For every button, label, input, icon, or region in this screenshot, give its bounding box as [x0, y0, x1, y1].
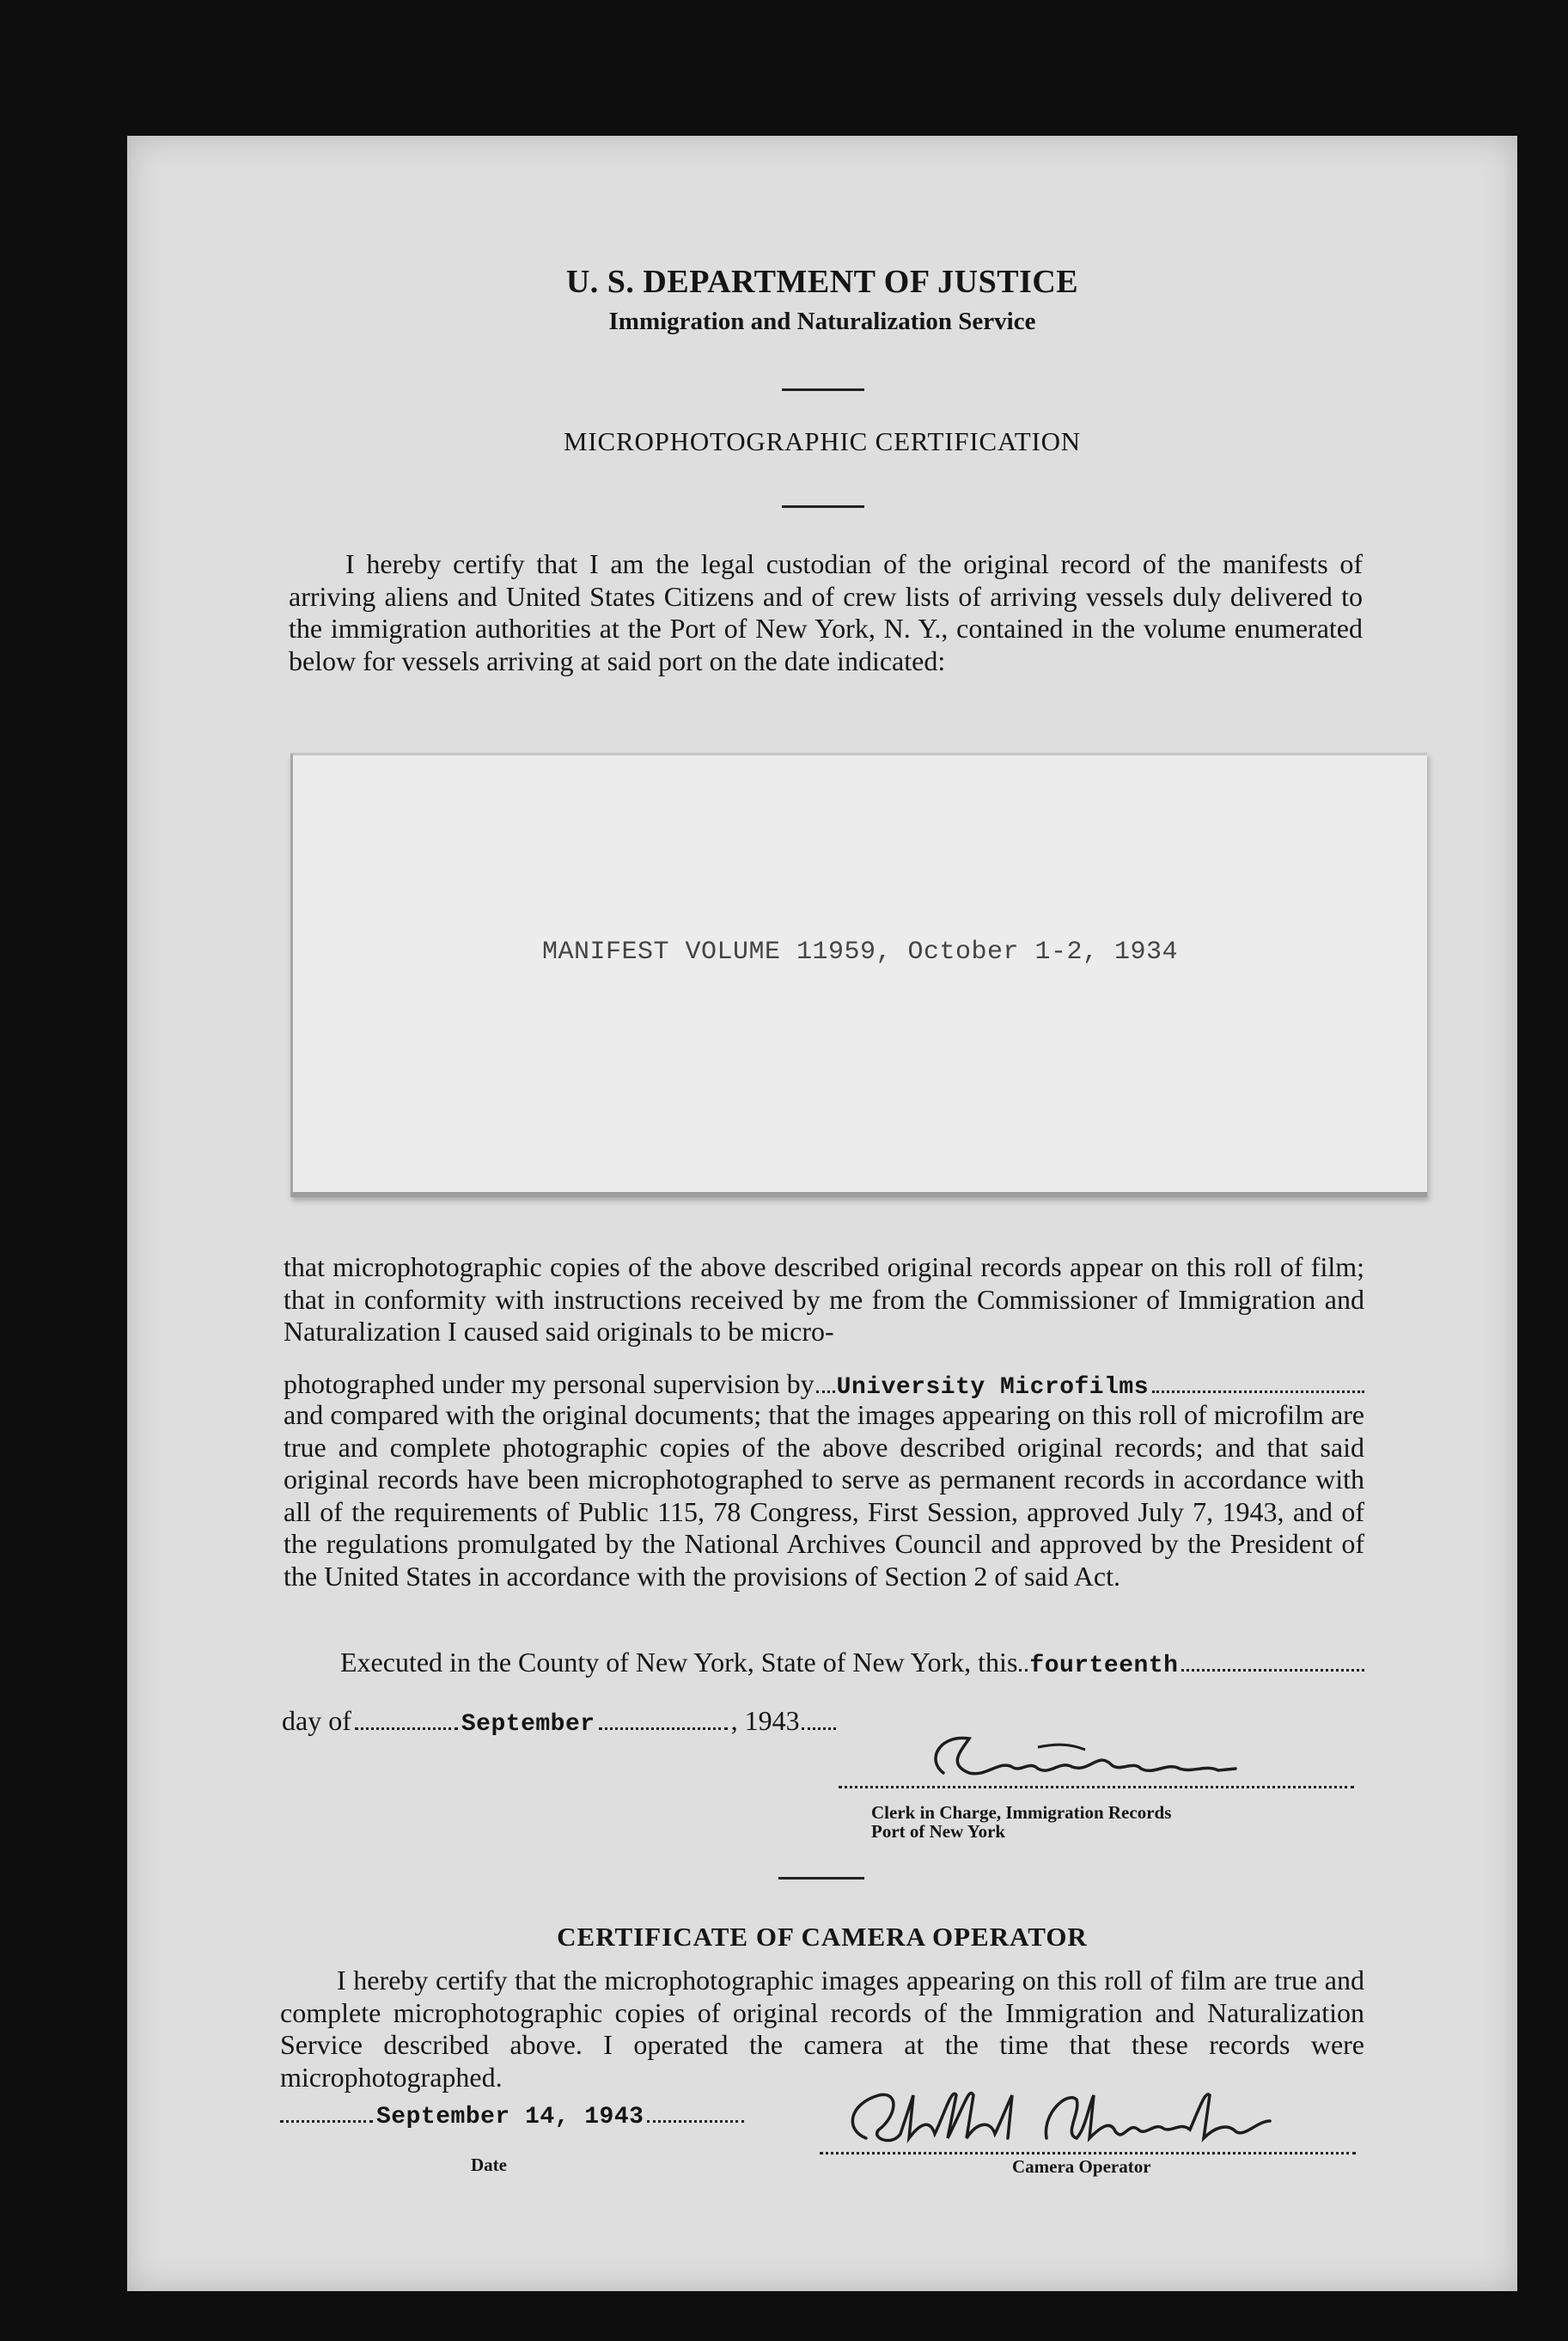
executed-month-value: September — [461, 1711, 595, 1738]
day-of-label: day of — [282, 1705, 351, 1736]
supervisor-value: University Microfilms — [836, 1374, 1150, 1401]
camera-operator-signature — [819, 2069, 1300, 2164]
clerk-caption-2: Port of New York — [871, 1821, 1006, 1842]
intro-paragraph: I hereby certify that I am the legal custodian of the original record of the manifests of arriving aliens and United States Citizens and of crew lists of arriving vessels duly delivered to the immigration authorities at the Port of New York, N. Y., contained in the volume enumerated below for vessels arriving at said port on the date indicated: — [289, 548, 1363, 676]
certificate-page — [127, 136, 1517, 2291]
section-divider — [778, 1877, 864, 1880]
camera-date-line — [280, 2104, 744, 2130]
header-divider-1 — [782, 388, 864, 391]
executed-day-value: fourteenth — [1029, 1653, 1179, 1679]
body-paragraph-1: that microphotographic copies of the above described original records appear on this roll of film; that in conformity with instructions received by me from the Commissioner of Immigration and Naturalization I caused said originals to be micro- — [284, 1251, 1364, 1347]
body-paragraph-2: and compared with the original documents; that the images appearing on this roll of microfilm are true and complete photographic copies of the above described original records; and that said original records have been microphotographed to serve as permanent records in accordance with all of the requirements of Public 115, 78 Congress, First Session, approved July 7, 1943, and of the regulations promulgated by the National Archives Council and approved by the President of the United States in accordance with the provisions of Section 2 of said Act. — [284, 1399, 1364, 1592]
camera-certificate-paragraph: I hereby certify that the microphotographic images appearing on this roll of film are true and complete microphotographic copies of original records of the Immigration and Naturalization Service described above. I operated the camera at the time that these records were microphotographed. — [280, 1965, 1364, 2093]
manifest-label: MANIFEST VOLUME 11959, October 1-2, 1934 — [541, 938, 1179, 967]
camera-operator-label: Camera Operator — [1012, 2156, 1151, 2177]
executed-year: , 1943 — [730, 1705, 800, 1736]
camera-date-value: September 14, 1943 — [376, 2104, 644, 2130]
clerk-signature-line — [839, 1786, 1354, 1788]
department-title: U. S. DEPARTMENT OF JUSTICE — [565, 264, 1079, 300]
supervision-prefix: photographed under my personal supervision by — [284, 1368, 815, 1399]
clerk-caption-1: Clerk in Charge, Immigration Records — [871, 1802, 1172, 1823]
day-of-line — [282, 1705, 909, 1738]
camera-operator-signature-line — [820, 2152, 1356, 2155]
executed-prefix: Executed in the County of New York, State of New York, this — [340, 1647, 1018, 1678]
supervision-line — [284, 1368, 1364, 1401]
clerk-signature — [909, 1726, 1278, 1794]
manifest-card — [290, 753, 1427, 1197]
camera-date-label: Date — [471, 2155, 507, 2175]
camera-certificate-heading: CERTIFICATE OF CAMERA OPERATOR — [557, 1922, 1088, 1952]
service-subtitle: Immigration and Naturalization Service — [608, 308, 1036, 335]
header-divider-2 — [782, 505, 864, 508]
executed-line — [340, 1647, 1364, 1679]
certification-heading: MICROPHOTOGRAPHIC CERTIFICATION — [564, 426, 1081, 456]
